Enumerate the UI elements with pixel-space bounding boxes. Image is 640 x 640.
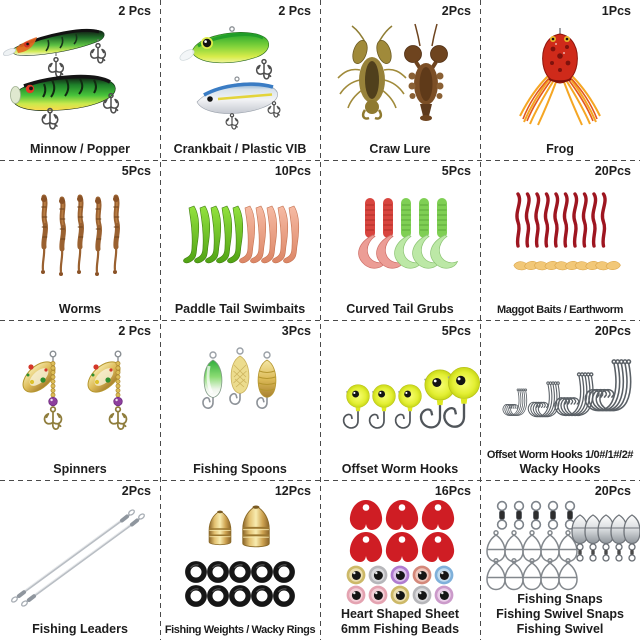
maggot-baits-earthworm-image: [480, 175, 640, 298]
fishing-weights-wacky-rings-image: [160, 495, 320, 618]
cell-curved-tail-grubs: [320, 160, 480, 320]
cell-fishing-spoons: [160, 320, 320, 480]
pcs-label: 1Pcs: [601, 4, 631, 18]
cell-offset-worm-hooks: [320, 320, 480, 480]
paddle-tail-swimbaits-image: [160, 175, 320, 298]
cell-maggot-baits-earthworm: [480, 160, 640, 320]
cell-heart-sheet-fishing-beads: [320, 480, 480, 640]
pcs-label: 10Pcs: [274, 164, 311, 178]
curved-tail-grubs-image: [320, 175, 480, 298]
offset-worm-hooks-image: [320, 335, 480, 458]
cell-fishing-weights-wacky-rings: [160, 480, 320, 640]
minnow-popper-image: [0, 15, 160, 138]
pcs-label: 2 Pcs: [118, 4, 151, 18]
cell-frog: [480, 0, 640, 160]
pcs-label: 5Pcs: [121, 164, 151, 178]
pcs-label: 20Pcs: [594, 324, 631, 338]
cell-crankbait-vib: [160, 0, 320, 160]
crankbait-vib-image: [160, 15, 320, 138]
caption: Crankbait / Plastic VIB: [173, 142, 307, 156]
caption: Heart Shaped Sheet 6mm Fishing Beads: [340, 607, 460, 636]
pcs-label: 2 Pcs: [278, 4, 311, 18]
pcs-label: 2Pcs: [121, 484, 151, 498]
caption: Fishing Snaps Fishing Swivel Snaps Fishing Swivel: [496, 592, 624, 636]
fishing-leaders-image: [0, 495, 160, 618]
pcs-label: 20Pcs: [594, 484, 631, 498]
caption: Minnow / Popper: [30, 142, 130, 156]
craw-lure-image: [320, 15, 480, 138]
cell-fishing-leaders: [0, 480, 160, 640]
snaps-swivels-image: [480, 495, 640, 594]
pcs-label: 5Pcs: [441, 164, 471, 178]
worms-image: [0, 175, 160, 298]
cell-wacky-hooks: [480, 320, 640, 480]
caption: Worms: [58, 302, 102, 316]
pcs-label: 2 Pcs: [118, 324, 151, 338]
heart-sheet-fishing-beads-image: [320, 495, 480, 606]
cell-worms: [0, 160, 160, 320]
pcs-label: 3Pcs: [281, 324, 311, 338]
caption: Paddle Tail Swimbaits: [174, 302, 306, 316]
caption: Craw Lure: [369, 142, 431, 156]
pcs-label: 2Pcs: [441, 4, 471, 18]
caption: Offset Worm Hooks: [341, 462, 459, 476]
caption: Fishing Weights / Wacky Rings: [164, 623, 316, 636]
pcs-label: 12Pcs: [274, 484, 311, 498]
pcs-label: 20Pcs: [594, 164, 631, 178]
cell-snaps-swivels: [480, 480, 640, 640]
pcs-label: 5Pcs: [441, 324, 471, 338]
cell-minnow-popper: [0, 0, 160, 160]
caption: Offset Worm Hooks 1/0#/1#/2# Wacky Hooks: [486, 448, 634, 476]
pcs-label: 16Pcs: [434, 484, 471, 498]
spinners-image: [0, 335, 160, 458]
caption: Fishing Leaders: [32, 622, 128, 636]
caption: Frog: [546, 142, 574, 156]
caption: Maggot Baits / Earthworm: [496, 303, 624, 316]
wacky-hooks-image: [480, 335, 640, 446]
fishing-spoons-image: [160, 335, 320, 458]
cell-craw-lure: [320, 0, 480, 160]
caption: Fishing Spoons: [193, 462, 287, 476]
cell-paddle-tail-swimbaits: [160, 160, 320, 320]
caption: Spinners: [53, 462, 107, 476]
frog-image: [480, 15, 640, 138]
cell-spinners: [0, 320, 160, 480]
caption: Curved Tail Grubs: [346, 302, 454, 316]
